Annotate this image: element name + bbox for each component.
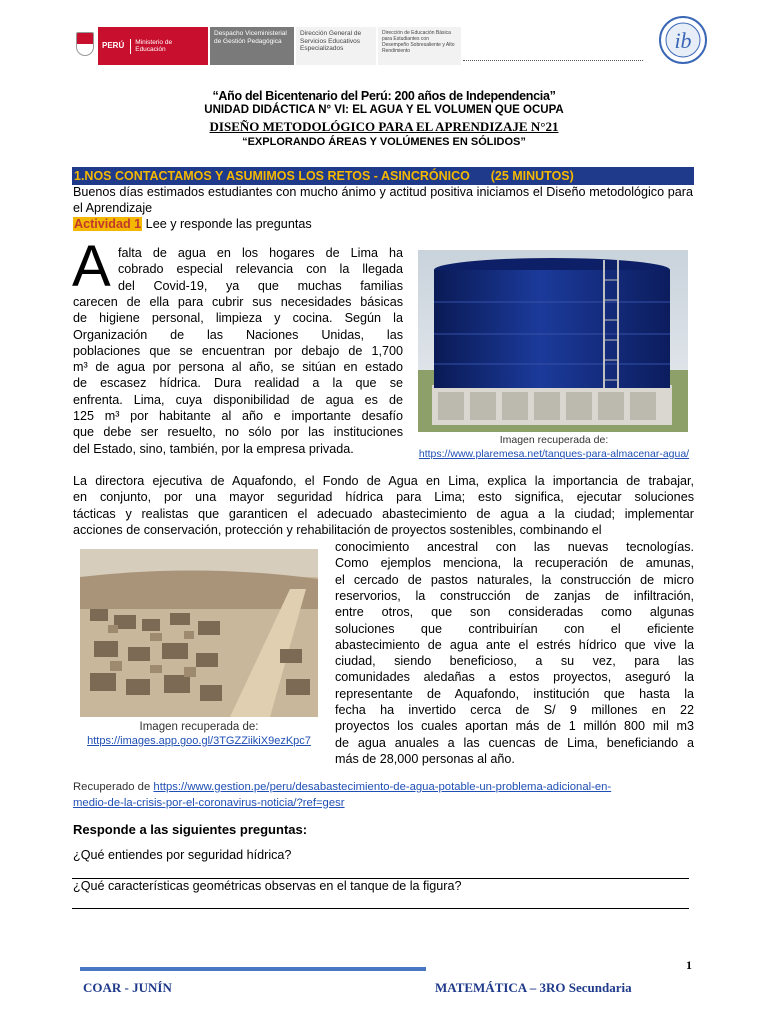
questions-heading: Responde a las siguientes preguntas: xyxy=(73,822,308,837)
article-line: enfrenta. Lima, cuya disponibilidad de agua es de xyxy=(73,392,403,407)
article-line: entre otros, que son consideradas como algunas xyxy=(335,605,694,620)
article-line: tácticas y realistas que garanticen el adecuado abastecimiento de agua a la ciudad; implementar xyxy=(73,506,694,521)
question-2: ¿Qué características geométricas observas en el tanque de la figura? xyxy=(73,879,462,893)
intro-paragraph: Buenos días estimados estudiantes con mucho ánimo y actitud positiva iniciamos el Diseño metodológico para el Aprendizaje xyxy=(73,185,693,216)
settlement-caption-label: Imagen recuperada de: xyxy=(139,721,259,733)
footer-left: COAR - JUNÍN xyxy=(83,980,172,995)
drop-cap-letter: A xyxy=(72,234,111,299)
ib-logo-text: ib xyxy=(674,28,692,53)
article-line: m³ de agua por persona al año, se sitúan en estado xyxy=(73,360,403,375)
article-line: del Estado, sino, también, por la empresa privada. xyxy=(73,441,354,456)
source-link-part-2[interactable]: medio-de-la-crisis-por-el-coronavirus-noticia/?ref=gesr xyxy=(73,796,345,809)
section-heading-bar: 1.NOS CONTACTAMOS Y ASUMIMOS LOS RETOS - ASINCRÓNICO (25 MINUTOS) xyxy=(72,167,694,185)
article-line: representante de Aquafondo, institución que hasta la xyxy=(335,686,694,701)
question-1: ¿Qué entiendes por seguridad hídrica? xyxy=(73,848,292,862)
header-box-viceministry: Despacho Viceministerial de Gestión Pedagógica xyxy=(210,27,294,65)
design-subtitle: “EXPLORANDO ÁREAS Y VOLÚMENES EN SÓLIDOS” xyxy=(242,136,526,148)
article-line: La directora ejecutiva de Aquafondo, el Fondo de Agua en Lima, explica la importancia de trabajar, xyxy=(73,474,694,488)
source-prefix: Recuperado de xyxy=(73,781,154,793)
activity-text: Lee y responde las preguntas xyxy=(142,217,312,231)
article-line: Organización de las Naciones Unidas, las xyxy=(73,327,403,342)
ib-world-school-logo-icon xyxy=(650,14,716,66)
water-tank-image xyxy=(418,250,688,432)
article-line: poblaciones que se encuentran por debajo de 1,700 xyxy=(73,343,403,358)
article-line: fecha ha invertido cerca de S/ 9 millones en 22 xyxy=(335,703,694,717)
activity-label: Actividad 1 xyxy=(74,217,142,231)
article-line: de agua anuales a las cuencas de Lima, beneficiando a xyxy=(335,735,694,750)
article-line: falta de agua en los hogares de Lima ha xyxy=(118,246,403,260)
article-line: carecen de ella para cubrir sus necesidades básicas xyxy=(73,294,403,309)
tank-caption xyxy=(412,433,696,461)
article-line: 125 m³ por habitante al año e importante desafío xyxy=(73,409,403,423)
footer-right: MATEMÁTICA – 3RO Secundaria xyxy=(435,980,632,995)
ministry-name: Ministerio de Educación xyxy=(130,39,204,54)
article-line: más de 28,000 personas al año. xyxy=(335,751,515,766)
year-slogan: “Año del Bicentenario del Perú: 200 años de Independencia” xyxy=(212,89,556,103)
article-line: soluciones que contribuirían con el eficiente xyxy=(335,621,694,636)
peru-coat-of-arms-icon xyxy=(76,32,94,56)
article-line: acciones de conservación, protección y rehabilitación de proyectos sostenibles, combinando el xyxy=(73,522,602,537)
article-line: proyectos los cuales aportan más de 1 millón 800 mil m3 xyxy=(335,719,694,734)
article-line: ciudad, siendo beneficioso, a su vez, para las xyxy=(335,654,694,669)
article-line: de higiene personal, limpieza y cocina. Según la xyxy=(73,311,403,326)
header-divider xyxy=(463,60,643,62)
settlement-image xyxy=(80,549,318,717)
article-line: cobrado especial relevancia con la llegada xyxy=(118,262,403,277)
source-link-part-1[interactable]: https://www.gestion.pe/peru/desabastecimiento-de-agua-potable-un-problema-adicional-en- xyxy=(153,781,612,793)
page-number: 1 xyxy=(686,958,692,972)
footer-bar xyxy=(80,967,426,971)
article-line: abastecimiento de agua ante el estrés hídrico que vive la xyxy=(335,637,694,652)
ministry-logo xyxy=(98,27,208,65)
unit-title: UNIDAD DIDÁCTICA N° VI: EL AGUA Y EL VOLUMEN QUE OCUPA xyxy=(204,104,564,116)
article-line: conocimiento ancestral con las nuevas tecnologías. xyxy=(335,540,694,554)
answer-line-2[interactable] xyxy=(72,908,689,909)
header-box-basic-education: Dirección de Educación Básica para Estudiantes con Desempeño Sobresaliente y Alto Rendimiento xyxy=(378,27,461,65)
settlement-source-link[interactable]: https://images.app.goo.gl/3TGZZiikiX9ezKpc7 xyxy=(87,735,311,747)
header-box-direction: Dirección General de Servicios Educativos Especializados xyxy=(296,27,376,65)
peru-label: PERÚ xyxy=(102,41,125,51)
article-line: del Covid-19, ya que muchas familias xyxy=(118,278,403,293)
article-line: de escasez hídrica. Dura realidad a la que se xyxy=(73,376,403,391)
article-line: en conjunto, por una mayor seguridad hídrica para Lima; esto significa, ejecutar soluciones xyxy=(73,490,694,505)
tank-source-link[interactable]: https://www.plaremesa.net/tanques-para-almacenar-agua/ xyxy=(418,448,690,460)
article-line: el cercado de pastos naturales, la construcción de micro xyxy=(335,572,694,587)
source-citation xyxy=(73,780,713,811)
article-line: comunidades aledañas a estos proyectos, aseguró la xyxy=(335,670,694,685)
tank-caption-label: Imagen recuperada de: xyxy=(499,434,609,446)
article-line: Como ejemplos menciona, la recuperación de amunas, xyxy=(335,556,694,571)
activity-line xyxy=(73,216,312,232)
design-title: DISEÑO METODOLÓGICO PARA EL APRENDIZAJE N°21 xyxy=(209,119,559,134)
article-line: que debe ser resuelto, no sólo por las instituciones xyxy=(73,425,403,440)
article-line: reservorios, la construcción de zanjas de infiltración, xyxy=(335,588,694,603)
settlement-caption xyxy=(76,720,322,748)
